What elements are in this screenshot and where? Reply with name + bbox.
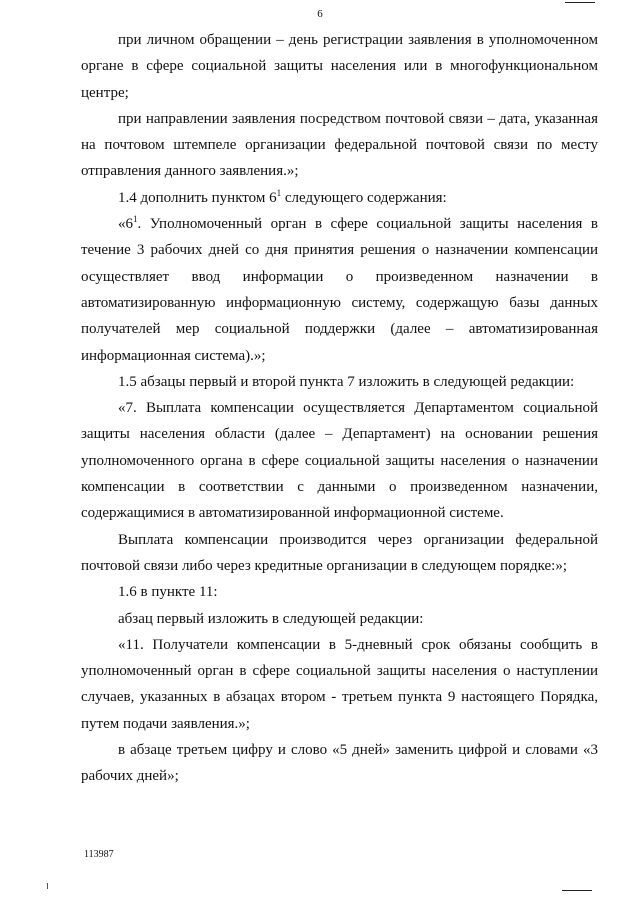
page-number: 6 — [317, 8, 323, 20]
paragraph-3-text-b: следующего содержания: — [281, 189, 447, 206]
paragraph-3-superscript: 1 — [276, 187, 282, 198]
document-number: 113987 — [84, 849, 114, 860]
paragraph-3-text-a: 1.4 дополнить пунктом 6 — [118, 189, 277, 206]
paragraph-4-text-b: . Уполномоченный орган в сфере социальной защиты населения в течение 3 рабочих дней со дня принятия решения о назначении компенсации осуществляет ввод информации о произведенном назначении в автоматизированную информационную систему, содержащую базы данных получателей мер социальной поддержки (далее – автоматизированная информационная система).»; — [81, 216, 598, 364]
paragraph-2: при направлении заявления посредством почтовой связи – дата, указанная на почтовом штемпеле организации федеральной почтовой связи по месту отправления данного заявления.»; — [81, 110, 598, 180]
paragraph-4 — [81, 211, 598, 369]
scan-mark-top — [565, 2, 595, 3]
document-body — [81, 27, 598, 790]
paragraph-3 — [81, 185, 598, 211]
paragraph-1: при личном обращении – день регистрации заявления в уполномоченном органе в сфере социальной защиты населения или в многофункциональном центре; — [81, 32, 598, 101]
scan-mark-bottom — [562, 890, 592, 891]
paragraph-11: в абзаце третьем цифру и слово «5 дней» заменить цифрой и словами «3 рабочих дней»; — [81, 742, 598, 785]
paragraph-9: абзац первый изложить в следующей редакции: — [118, 610, 424, 627]
paragraph-5: 1.5 абзацы первый и второй пункта 7 изложить в следующей редакции: — [118, 373, 575, 390]
paragraph-4-text-a: «6 — [118, 216, 133, 233]
paragraph-8: 1.6 в пункте 11: — [118, 584, 218, 601]
paragraph-6: «7. Выплата компенсации осуществляется Департаментом социальной защиты населения области (далее – Департамент) на основании решения уполномоченного органа в сфере социальной защиты населения о назначении компенсации в соответствии с данными о произведенном назначении, содержащимися в автоматизированной информационной системе. — [81, 400, 598, 522]
scan-artifact — [47, 883, 48, 889]
paragraph-10: «11. Получатели компенсации в 5-дневный срок обязаны сообщить в уполномоченный орган в сфере социальной защиты населения о наступлении случаев, указанных в абзацах втором - третьем пункта 9 настоящего Порядка, путем подачи заявления.»; — [81, 636, 598, 732]
paragraph-4-superscript: 1 — [133, 214, 138, 225]
paragraph-7: Выплата компенсации производится через организации федеральной почтовой связи либо через кредитные организации в следующем порядке:»; — [81, 531, 598, 574]
